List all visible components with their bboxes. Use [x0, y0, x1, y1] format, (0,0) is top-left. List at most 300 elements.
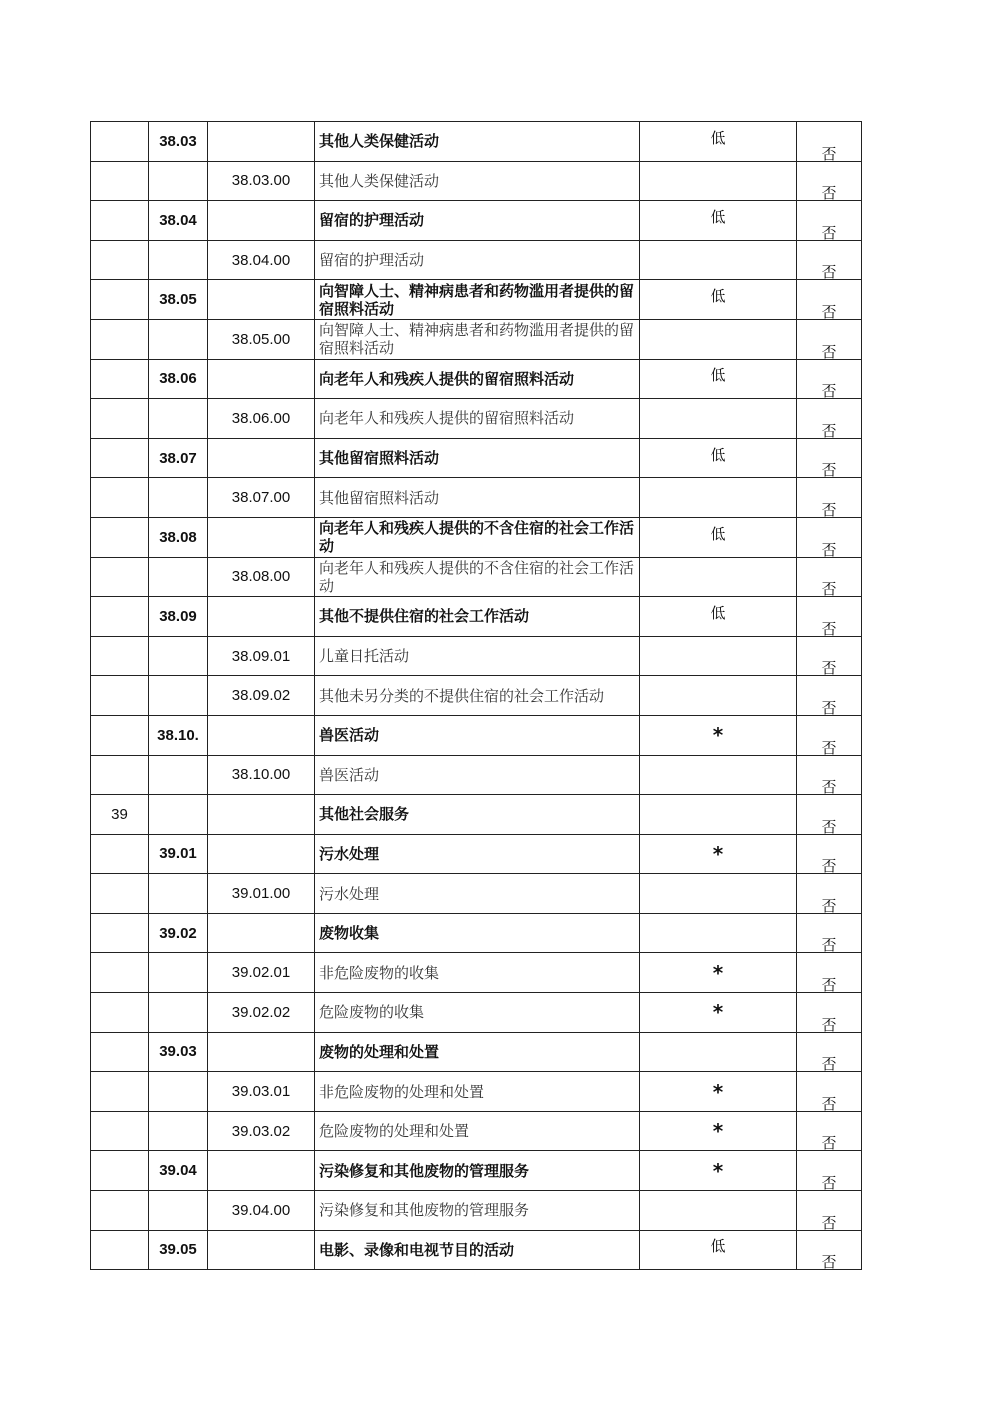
activity-name-text: 非危险废物的处理和处置 — [319, 1082, 485, 1101]
group-code-cell — [149, 676, 208, 716]
class-code-cell — [208, 280, 315, 320]
table-row — [91, 874, 862, 914]
flag-text: 否 — [821, 778, 837, 795]
flag-cell — [797, 795, 862, 835]
section-cell — [91, 280, 149, 320]
risk-level-text: * — [712, 723, 724, 748]
activity-name-cell — [315, 676, 640, 716]
table-row — [91, 597, 862, 637]
group-code-cell — [149, 478, 208, 518]
flag-text: 否 — [821, 421, 837, 439]
section-cell — [91, 557, 149, 597]
classification-table — [90, 121, 862, 1270]
activity-name-cell — [315, 1072, 640, 1112]
class-code-cell — [208, 1111, 315, 1151]
activity-name-text: 其他社会服务 — [319, 805, 410, 824]
section-cell — [91, 359, 149, 399]
table-row — [91, 319, 862, 359]
section-cell — [91, 1151, 149, 1191]
flag-text: 否 — [821, 1174, 837, 1191]
activity-name-text: 向智障人士、精神病患者和药物滥用者提供的留宿照料活动 — [319, 281, 635, 318]
class-code-cell — [208, 557, 315, 597]
section-cell — [91, 755, 149, 795]
risk-level-text: 低 — [710, 524, 726, 543]
flag-text: 否 — [821, 976, 837, 993]
flag-cell — [797, 201, 862, 241]
activity-name-cell — [315, 993, 640, 1033]
class-code-cell — [208, 834, 315, 874]
table-row — [91, 993, 862, 1033]
activity-name-text: 留宿的护理活动 — [319, 211, 425, 230]
section-cell — [91, 676, 149, 716]
activity-name-text: 非危险废物的收集 — [319, 963, 440, 982]
class-code-cell — [208, 359, 315, 399]
group-code-text: 39.04 — [159, 1162, 197, 1180]
activity-name-text: 污染修复和其他废物的管理服务 — [319, 1161, 530, 1180]
table-row — [91, 1151, 862, 1191]
flag-text: 否 — [821, 1015, 837, 1033]
section-cell — [91, 1191, 149, 1231]
risk-level-cell — [640, 557, 797, 597]
activity-name-text: 向老年人和残疾人提供的不含住宿的社会工作活动 — [319, 519, 635, 556]
class-code-cell — [208, 1072, 315, 1112]
flag-text: 否 — [821, 144, 837, 162]
class-code-text: 38.04.00 — [231, 251, 291, 269]
section-cell — [91, 1111, 149, 1151]
class-code-cell — [208, 993, 315, 1033]
group-code-cell — [149, 874, 208, 914]
activity-name-cell — [315, 319, 640, 359]
activity-name-text: 电影、录像和电视节目的活动 — [319, 1240, 515, 1259]
activity-name-cell — [315, 755, 640, 795]
flag-cell — [797, 755, 862, 795]
class-code-text: 38.09.01 — [231, 647, 291, 665]
section-cell — [91, 715, 149, 755]
flag-text: 否 — [821, 1055, 837, 1072]
section-cell — [91, 240, 149, 280]
risk-level-cell — [640, 953, 797, 993]
flag-text: 否 — [821, 263, 837, 280]
group-code-cell — [149, 557, 208, 597]
risk-level-cell — [640, 874, 797, 914]
class-code-cell — [208, 201, 315, 241]
section-cell — [91, 597, 149, 637]
group-code-text: 38.08 — [159, 528, 197, 546]
class-code-text: 39.03.01 — [231, 1083, 291, 1101]
table-row — [91, 1230, 862, 1270]
table-row — [91, 240, 862, 280]
section-cell — [91, 438, 149, 478]
table-row — [91, 953, 862, 993]
risk-level-text: * — [712, 960, 724, 985]
activity-name-text: 儿童日托活动 — [319, 647, 410, 666]
flag-text: 否 — [821, 302, 837, 320]
risk-level-cell — [640, 240, 797, 280]
flag-cell — [797, 953, 862, 993]
activity-name-cell — [315, 122, 640, 162]
table-row — [91, 834, 862, 874]
activity-name-text: 其他人类保健活动 — [319, 132, 440, 151]
flag-cell — [797, 874, 862, 914]
group-code-cell — [149, 755, 208, 795]
group-code-text: 38.10. — [157, 726, 199, 744]
class-code-cell — [208, 478, 315, 518]
flag-cell — [797, 438, 862, 478]
class-code-text: 38.09.02 — [231, 687, 291, 705]
activity-name-text: 向智障人士、精神病患者和药物滥用者提供的留宿照料活动 — [319, 321, 635, 358]
class-code-cell — [208, 636, 315, 676]
table-row — [91, 438, 862, 478]
activity-name-text: 污水处理 — [319, 884, 380, 903]
activity-name-text: 向老年人和残疾人提供的留宿照料活动 — [319, 369, 575, 388]
class-code-text: 38.03.00 — [231, 172, 291, 190]
group-code-cell — [149, 834, 208, 874]
activity-name-cell — [315, 280, 640, 320]
flag-cell — [797, 557, 862, 597]
risk-level-text: * — [712, 841, 724, 866]
section-text: 39 — [111, 805, 128, 823]
section-cell — [91, 993, 149, 1033]
activity-name-cell — [315, 953, 640, 993]
activity-name-text: 其他不提供住宿的社会工作活动 — [319, 607, 530, 626]
risk-level-cell — [640, 122, 797, 162]
group-code-text: 38.07 — [159, 449, 197, 467]
table-row — [91, 161, 862, 201]
table-row — [91, 1191, 862, 1231]
flag-cell — [797, 1151, 862, 1191]
activity-name-text: 其他留宿照料活动 — [319, 488, 440, 507]
risk-level-text: 低 — [710, 445, 726, 464]
class-code-text: 38.07.00 — [231, 489, 291, 507]
flag-cell — [797, 240, 862, 280]
section-cell — [91, 478, 149, 518]
flag-cell — [797, 319, 862, 359]
risk-level-cell — [640, 636, 797, 676]
flag-cell — [797, 834, 862, 874]
section-cell — [91, 834, 149, 874]
class-code-text: 38.08.00 — [231, 568, 291, 586]
table-row — [91, 201, 862, 241]
risk-level-cell — [640, 715, 797, 755]
risk-level-cell — [640, 795, 797, 835]
table-row — [91, 1111, 862, 1151]
group-code-cell — [149, 359, 208, 399]
class-code-text: 39.02.02 — [231, 1003, 291, 1021]
table-row — [91, 1072, 862, 1112]
group-code-text: 39.01 — [159, 845, 197, 863]
flag-cell — [797, 1191, 862, 1231]
class-code-cell — [208, 517, 315, 557]
class-code-cell — [208, 874, 315, 914]
table-row — [91, 715, 862, 755]
activity-name-text: 留宿的护理活动 — [319, 251, 425, 270]
group-code-cell — [149, 597, 208, 637]
flag-text: 否 — [821, 184, 837, 201]
class-code-text: 39.02.01 — [231, 964, 291, 982]
activity-name-text: 污水处理 — [319, 844, 380, 863]
group-code-cell — [149, 438, 208, 478]
flag-text: 否 — [821, 936, 837, 953]
flag-cell — [797, 1111, 862, 1151]
flag-cell — [797, 715, 862, 755]
group-code-text: 38.09 — [159, 607, 197, 625]
risk-level-text: * — [712, 1158, 724, 1183]
activity-name-cell — [315, 874, 640, 914]
group-code-text: 39.03 — [159, 1043, 197, 1061]
flag-text: 否 — [821, 223, 837, 241]
group-code-cell — [149, 240, 208, 280]
activity-name-text: 废物收集 — [319, 924, 380, 943]
flag-text: 否 — [821, 857, 837, 874]
flag-cell — [797, 399, 862, 439]
group-code-cell — [149, 1072, 208, 1112]
activity-name-text: 污染修复和其他废物的管理服务 — [319, 1201, 530, 1220]
section-cell — [91, 399, 149, 439]
group-code-text: 38.05 — [159, 291, 197, 309]
class-code-cell — [208, 597, 315, 637]
activity-name-cell — [315, 438, 640, 478]
flag-text: 否 — [821, 896, 837, 914]
flag-cell — [797, 517, 862, 557]
activity-name-text: 兽医活动 — [319, 726, 380, 745]
group-code-text: 38.03 — [159, 132, 197, 150]
activity-name-cell — [315, 1032, 640, 1072]
section-cell — [91, 201, 149, 241]
class-code-cell — [208, 122, 315, 162]
activity-name-text: 危险废物的处理和处置 — [319, 1122, 470, 1141]
class-code-text: 38.06.00 — [231, 409, 291, 427]
section-cell — [91, 953, 149, 993]
section-cell — [91, 161, 149, 201]
activity-name-text: 其他未另分类的不提供住宿的社会工作活动 — [319, 686, 605, 705]
flag-cell — [797, 597, 862, 637]
flag-text: 否 — [821, 1253, 837, 1270]
flag-cell — [797, 676, 862, 716]
risk-level-cell — [640, 993, 797, 1033]
activity-name-text: 其他留宿照料活动 — [319, 449, 440, 468]
class-code-cell — [208, 240, 315, 280]
group-code-cell — [149, 1151, 208, 1191]
section-cell — [91, 1072, 149, 1112]
risk-level-text: * — [712, 1079, 724, 1104]
activity-name-cell — [315, 834, 640, 874]
activity-name-text: 向老年人和残疾人提供的不含住宿的社会工作活动 — [319, 558, 635, 595]
group-code-cell — [149, 1230, 208, 1270]
section-cell — [91, 636, 149, 676]
activity-name-text: 向老年人和残疾人提供的留宿照料活动 — [319, 409, 575, 428]
activity-name-cell — [315, 636, 640, 676]
class-code-cell — [208, 161, 315, 201]
activity-name-cell — [315, 1191, 640, 1231]
flag-cell — [797, 1230, 862, 1270]
risk-level-text: 低 — [710, 1237, 726, 1256]
risk-level-cell — [640, 1230, 797, 1270]
section-cell — [91, 122, 149, 162]
group-code-cell — [149, 161, 208, 201]
flag-text: 否 — [821, 698, 837, 716]
class-code-cell — [208, 1230, 315, 1270]
activity-name-cell — [315, 359, 640, 399]
class-code-text: 39.03.02 — [231, 1122, 291, 1140]
group-code-cell — [149, 715, 208, 755]
group-code-cell — [149, 399, 208, 439]
group-code-cell — [149, 1032, 208, 1072]
risk-level-cell — [640, 478, 797, 518]
risk-level-cell — [640, 1032, 797, 1072]
table-row — [91, 755, 862, 795]
class-code-cell — [208, 1032, 315, 1072]
class-code-cell — [208, 319, 315, 359]
class-code-cell — [208, 755, 315, 795]
flag-cell — [797, 280, 862, 320]
class-code-text: 39.04.00 — [231, 1201, 291, 1219]
risk-level-cell — [640, 834, 797, 874]
section-cell — [91, 874, 149, 914]
group-code-cell — [149, 913, 208, 953]
section-cell — [91, 517, 149, 557]
table-row — [91, 359, 862, 399]
activity-name-cell — [315, 795, 640, 835]
group-code-cell — [149, 1111, 208, 1151]
risk-level-text: 低 — [710, 207, 726, 226]
flag-text: 否 — [821, 580, 837, 597]
flag-cell — [797, 359, 862, 399]
flag-text: 否 — [821, 1213, 837, 1231]
class-code-cell — [208, 953, 315, 993]
flag-text: 否 — [821, 1094, 837, 1112]
group-code-cell — [149, 280, 208, 320]
activity-name-text: 兽医活动 — [319, 765, 380, 784]
table-row — [91, 676, 862, 716]
activity-name-cell — [315, 161, 640, 201]
activity-name-cell — [315, 557, 640, 597]
section-cell — [91, 795, 149, 835]
risk-level-cell — [640, 597, 797, 637]
table-row — [91, 636, 862, 676]
group-code-cell — [149, 319, 208, 359]
risk-level-cell — [640, 438, 797, 478]
risk-level-cell — [640, 201, 797, 241]
class-code-cell — [208, 1151, 315, 1191]
activity-name-cell — [315, 478, 640, 518]
class-code-cell — [208, 1191, 315, 1231]
risk-level-text: * — [712, 1000, 724, 1025]
risk-level-text: 低 — [710, 128, 726, 147]
activity-name-cell — [315, 399, 640, 439]
table-row — [91, 280, 862, 320]
flag-cell — [797, 122, 862, 162]
activity-name-cell — [315, 715, 640, 755]
risk-level-cell — [640, 161, 797, 201]
activity-name-text: 废物的处理和处置 — [319, 1042, 440, 1061]
flag-text: 否 — [821, 817, 837, 835]
flag-text: 否 — [821, 619, 837, 637]
group-code-text: 38.06 — [159, 370, 197, 388]
risk-level-text: 低 — [710, 366, 726, 385]
flag-cell — [797, 913, 862, 953]
table-row — [91, 795, 862, 835]
table-row — [91, 122, 862, 162]
group-code-cell — [149, 636, 208, 676]
risk-level-cell — [640, 359, 797, 399]
class-code-cell — [208, 795, 315, 835]
table-row — [91, 399, 862, 439]
activity-name-cell — [315, 913, 640, 953]
class-code-text: 39.01.00 — [231, 885, 291, 903]
activity-name-cell — [315, 240, 640, 280]
class-code-cell — [208, 913, 315, 953]
flag-cell — [797, 478, 862, 518]
risk-level-cell — [640, 280, 797, 320]
flag-cell — [797, 993, 862, 1033]
group-code-cell — [149, 517, 208, 557]
class-code-cell — [208, 715, 315, 755]
group-code-text: 39.02 — [159, 924, 197, 942]
class-code-text: 38.05.00 — [231, 330, 291, 348]
risk-level-cell — [640, 676, 797, 716]
group-code-cell — [149, 122, 208, 162]
flag-text: 否 — [821, 1134, 837, 1151]
class-code-text: 38.10.00 — [231, 766, 291, 784]
flag-text: 否 — [821, 500, 837, 518]
flag-cell — [797, 161, 862, 201]
flag-text: 否 — [821, 540, 837, 558]
group-code-cell — [149, 201, 208, 241]
risk-level-text: 低 — [710, 287, 726, 306]
flag-text: 否 — [821, 659, 837, 676]
class-code-cell — [208, 676, 315, 716]
risk-level-cell — [640, 1151, 797, 1191]
group-code-cell — [149, 795, 208, 835]
risk-level-cell — [640, 755, 797, 795]
risk-level-cell — [640, 1072, 797, 1112]
group-code-cell — [149, 953, 208, 993]
activity-name-text: 其他人类保健活动 — [319, 171, 440, 190]
class-code-cell — [208, 399, 315, 439]
flag-cell — [797, 1072, 862, 1112]
activity-name-cell — [315, 597, 640, 637]
activity-name-cell — [315, 1151, 640, 1191]
classification-table-body — [91, 122, 862, 1270]
table-row — [91, 557, 862, 597]
table-row — [91, 1032, 862, 1072]
group-code-cell — [149, 1191, 208, 1231]
section-cell — [91, 319, 149, 359]
class-code-cell — [208, 438, 315, 478]
section-cell — [91, 1230, 149, 1270]
flag-cell — [797, 636, 862, 676]
risk-level-text: 低 — [710, 603, 726, 622]
table-row — [91, 913, 862, 953]
flag-text: 否 — [821, 382, 837, 399]
risk-level-cell — [640, 517, 797, 557]
activity-name-text: 危险废物的收集 — [319, 1003, 425, 1022]
group-code-text: 38.04 — [159, 211, 197, 229]
risk-level-cell — [640, 319, 797, 359]
section-cell — [91, 1032, 149, 1072]
risk-level-text: * — [712, 1119, 724, 1144]
risk-level-cell — [640, 1191, 797, 1231]
group-code-text: 39.05 — [159, 1241, 197, 1259]
flag-text: 否 — [821, 342, 837, 360]
section-cell — [91, 913, 149, 953]
risk-level-cell — [640, 1111, 797, 1151]
activity-name-cell — [315, 1230, 640, 1270]
flag-text: 否 — [821, 738, 837, 755]
group-code-cell — [149, 993, 208, 1033]
table-row — [91, 478, 862, 518]
risk-level-cell — [640, 399, 797, 439]
